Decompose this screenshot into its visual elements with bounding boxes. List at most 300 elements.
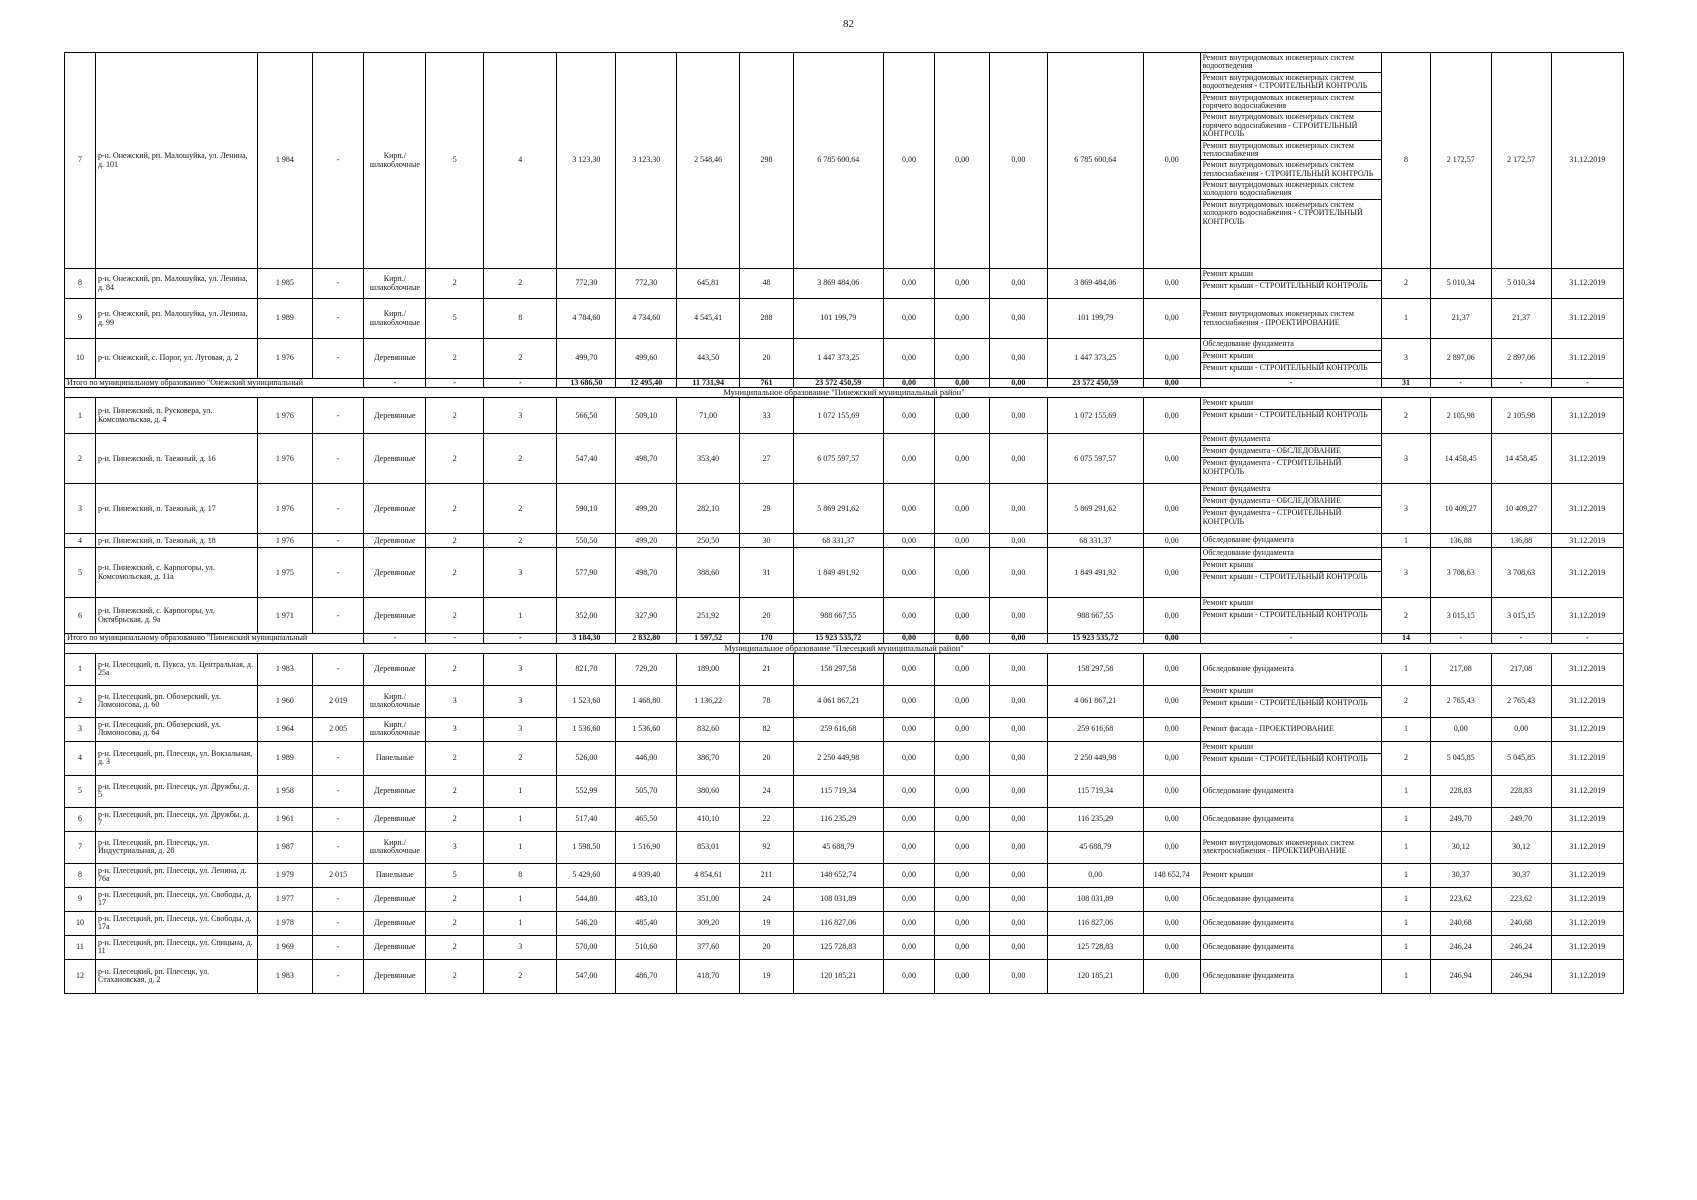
cell-floors: 2: [426, 398, 484, 434]
cell-qty: 3: [1382, 548, 1431, 598]
work-item: Ремонт крыши: [1201, 269, 1382, 281]
cell-address: р-н. Пинежский, с. Карпогоры, ул. Комсомольская, д. 11а: [95, 548, 257, 598]
cell-address: р-н. Плесецкий, рп. Плесецк, ул. Свободы, д. 17а: [95, 911, 257, 935]
cell-area-total: 544,80: [557, 887, 616, 911]
cell-works: [1200, 887, 1382, 911]
cell-year-rep: -: [312, 831, 364, 863]
cell-date: 31.12.2019: [1551, 339, 1623, 379]
cell-date: 31.12.2019: [1551, 398, 1623, 434]
cell-max-cost: 2 172,57: [1491, 53, 1551, 269]
cell-max-cost: 5 045,85: [1491, 741, 1551, 775]
cell-area-res: 309,20: [677, 911, 740, 935]
cell-cost-total: 988 667,55: [793, 598, 883, 634]
cell-owners: 3 869 484,06: [1047, 269, 1143, 299]
total-f4: 0,00: [1143, 379, 1200, 388]
cell-owners: 116 235,29: [1047, 807, 1143, 831]
cell-date: 31.12.2019: [1551, 53, 1623, 269]
cell-works: [1200, 598, 1382, 634]
cell-f1: 0,00: [883, 717, 935, 741]
table-row: [65, 598, 1624, 634]
cell-entrances: 2: [484, 269, 557, 299]
cell-people: 48: [740, 269, 794, 299]
cell-material: Деревянные: [364, 534, 426, 548]
cell-address: р-н. Пинежский, п. Таежный, д. 18: [95, 534, 257, 548]
cell-owners: 1 849 491,92: [1047, 548, 1143, 598]
cell-owners: 115 719,34: [1047, 775, 1143, 807]
cell-year: 1 983: [258, 959, 313, 993]
cell-material: Деревянные: [364, 911, 426, 935]
cell-works: [1200, 484, 1382, 534]
cell-f2: 0,00: [935, 598, 990, 634]
work-item: Обследование фундамента: [1201, 548, 1382, 560]
cell-address: р-н. Плесецкий, рп. Обозерский, ул. Ломоносова, д. 60: [95, 685, 257, 717]
cell-area-total: 570,00: [557, 935, 616, 959]
cell-f2: 0,00: [935, 887, 990, 911]
cell-owners: 1 072 155,69: [1047, 398, 1143, 434]
cell-unit-cost: 14 458,45: [1430, 434, 1491, 484]
cell-works: [1200, 741, 1382, 775]
total-max-cost: -: [1491, 634, 1551, 643]
cell-f1: 0,00: [883, 741, 935, 775]
cell-owners: 158 297,58: [1047, 653, 1143, 685]
cell-area-res: 1 136,22: [677, 685, 740, 717]
total-c1: -: [364, 379, 426, 388]
cell-f3: 0,00: [989, 53, 1047, 269]
cell-area-total: 547,40: [557, 434, 616, 484]
cell-area-total: 4 784,60: [557, 299, 616, 339]
cell-year-rep: 2 015: [312, 863, 364, 887]
table-body: [65, 53, 1624, 994]
cell-qty: 1: [1382, 807, 1431, 831]
cell-date: 31.12.2019: [1551, 741, 1623, 775]
cell-f2: 0,00: [935, 269, 990, 299]
cell-area-total: 1 598,50: [557, 831, 616, 863]
total-row: [65, 379, 1624, 388]
cell-area-res: 353,40: [677, 434, 740, 484]
cell-year: 1 978: [258, 911, 313, 935]
cell-n: 4: [65, 741, 96, 775]
cell-max-cost: 246,94: [1491, 959, 1551, 993]
work-item: Ремонт крыши - СТРОИТЕЛЬНЫЙ КОНТРОЛЬ: [1202, 753, 1368, 763]
cell-f3: 0,00: [989, 685, 1047, 717]
total-date: -: [1551, 634, 1623, 643]
cell-date: 31.12.2019: [1551, 959, 1623, 993]
cell-area-all: 1 536,60: [616, 717, 677, 741]
cell-material: Деревянные: [364, 887, 426, 911]
cell-qty: 3: [1382, 484, 1431, 534]
cell-area-res: 410,10: [677, 807, 740, 831]
table-row: [65, 887, 1624, 911]
cell-owners: 68 331,37: [1047, 534, 1143, 548]
cell-floors: 5: [426, 299, 484, 339]
cell-f4: 0,00: [1143, 534, 1200, 548]
cell-f2: 0,00: [935, 398, 990, 434]
cell-material: Кирп./ шлакоблочные: [364, 831, 426, 863]
cell-area-all: 772,30: [616, 269, 677, 299]
cell-date: 31.12.2019: [1551, 548, 1623, 598]
cell-year: 1 964: [258, 717, 313, 741]
cell-address: р-н. Плесецкий, п. Пукса, ул. Центральная, д. 25а: [95, 653, 257, 685]
cell-floors: 2: [426, 807, 484, 831]
cell-owners: 1 447 373,25: [1047, 339, 1143, 379]
cell-f2: 0,00: [935, 685, 990, 717]
table-row: [65, 398, 1624, 434]
table-row: [65, 653, 1624, 685]
cell-works: [1200, 863, 1382, 887]
total-area-res: 1 597,52: [677, 634, 740, 643]
cell-f2: 0,00: [935, 741, 990, 775]
cell-material: Кирп./ шлакоблочные: [364, 299, 426, 339]
cell-material: Деревянные: [364, 548, 426, 598]
cell-address: р-н. Плесецкий, рп. Плесецк, ул. Стахановская, д. 2: [95, 959, 257, 993]
cell-f4: 0,00: [1143, 339, 1200, 379]
work-item: Обследование фундамента: [1202, 663, 1294, 673]
cell-area-all: 1 516,90: [616, 831, 677, 863]
cell-date: 31.12.2019: [1551, 911, 1623, 935]
cell-material: Деревянные: [364, 935, 426, 959]
cell-area-all: 485,40: [616, 911, 677, 935]
cell-year-rep: -: [312, 534, 364, 548]
cell-owners: 2 250 449,98: [1047, 741, 1143, 775]
cell-f2: 0,00: [935, 831, 990, 863]
cell-area-res: 388,60: [677, 548, 740, 598]
cell-area-res: 351,00: [677, 887, 740, 911]
cell-floors: 2: [426, 775, 484, 807]
cell-unit-cost: 10 409,27: [1430, 484, 1491, 534]
cell-year-rep: -: [312, 484, 364, 534]
cell-qty: 2: [1382, 398, 1431, 434]
work-item: Ремонт внутридомовых инженерных систем теплоснабжения - ПРОЕКТИРОВАНИЕ: [1202, 309, 1354, 327]
cell-works: [1200, 685, 1382, 717]
cell-f3: 0,00: [989, 717, 1047, 741]
work-item: Ремонт фундамента - СТРОИТЕЛЬНЫЙ КОНТРОЛЬ: [1202, 508, 1342, 526]
cell-f1: 0,00: [883, 484, 935, 534]
work-item: Ремонт крыши: [1201, 560, 1382, 572]
cell-year: 1 989: [258, 299, 313, 339]
cell-area-total: 577,90: [557, 548, 616, 598]
cell-area-res: 250,50: [677, 534, 740, 548]
cell-qty: 1: [1382, 653, 1431, 685]
total-f3: 0,00: [989, 379, 1047, 388]
cell-floors: 2: [426, 887, 484, 911]
cell-area-total: 566,50: [557, 398, 616, 434]
cell-date: 31.12.2019: [1551, 434, 1623, 484]
cell-max-cost: 3 015,15: [1491, 598, 1551, 634]
cell-area-res: 2 548,46: [677, 53, 740, 269]
cell-f3: 0,00: [989, 831, 1047, 863]
cell-area-all: 498,70: [616, 434, 677, 484]
cell-material: Деревянные: [364, 598, 426, 634]
cell-area-all: 499,60: [616, 339, 677, 379]
cell-people: 20: [740, 935, 794, 959]
cell-address: р-н. Онежский, рп. Малошуйка, ул. Ленина, д. 99: [95, 299, 257, 339]
total-qty: 14: [1382, 634, 1431, 643]
cell-f4: 0,00: [1143, 959, 1200, 993]
cell-f4: 0,00: [1143, 807, 1200, 831]
cell-unit-cost: 2 897,06: [1430, 339, 1491, 379]
cell-n: 12: [65, 959, 96, 993]
cell-unit-cost: 136,88: [1430, 534, 1491, 548]
cell-f4: 0,00: [1143, 53, 1200, 269]
total-cost-total: 23 572 450,59: [793, 379, 883, 388]
cell-year: 1 960: [258, 685, 313, 717]
section-header-row: [65, 643, 1624, 653]
cell-unit-cost: 3 708,63: [1430, 548, 1491, 598]
cell-f4: 0,00: [1143, 398, 1200, 434]
cell-material: Кирп./ шлакоблочные: [364, 717, 426, 741]
cell-address: р-н. Плесецкий, рп. Обозерский, ул. Ломоносова, д. 64: [95, 717, 257, 741]
cell-area-res: 4 854,61: [677, 863, 740, 887]
cell-owners: 0,00: [1047, 863, 1143, 887]
cell-address: р-н. Пинежский, п. Русковера, ул. Комсомольская, д. 4: [95, 398, 257, 434]
cell-f3: 0,00: [989, 741, 1047, 775]
cell-year-rep: -: [312, 269, 364, 299]
total-f4: 0,00: [1143, 634, 1200, 643]
total-owners: 23 572 450,59: [1047, 379, 1143, 388]
cell-address: р-н. Плесецкий, рп. Плесецк, ул. Свободы, д. 17: [95, 887, 257, 911]
cell-f1: 0,00: [883, 434, 935, 484]
cell-date: 31.12.2019: [1551, 775, 1623, 807]
cell-address: р-н. Онежский, рп. Малошуйка, ул. Ленина, д. 84: [95, 269, 257, 299]
cell-qty: 3: [1382, 339, 1431, 379]
cell-year: 1 976: [258, 398, 313, 434]
work-item: Обследование фундамента: [1201, 339, 1382, 351]
cell-n: 6: [65, 807, 96, 831]
work-item: Обследование фундамента: [1202, 941, 1294, 951]
cell-f3: 0,00: [989, 548, 1047, 598]
cell-area-res: 386,70: [677, 741, 740, 775]
cell-n: 1: [65, 653, 96, 685]
cell-n: 3: [65, 717, 96, 741]
work-item: Ремонт внутридомовых инженерных систем холодного водоснабжения - СТРОИТЕЛЬНЫЙ КОНТРОЛЬ: [1202, 199, 1363, 226]
cell-f4: 0,00: [1143, 484, 1200, 534]
cell-people: 22: [740, 807, 794, 831]
section-title: Муниципальное образование "Плесецкий муниципальный район": [65, 643, 1624, 653]
cell-cost-total: 2 250 449,98: [793, 741, 883, 775]
cell-unit-cost: 2 105,98: [1430, 398, 1491, 434]
cell-unit-cost: 5 010,34: [1430, 269, 1491, 299]
cell-unit-cost: 223,62: [1430, 887, 1491, 911]
cell-area-all: 510,60: [616, 935, 677, 959]
cell-f4: 0,00: [1143, 269, 1200, 299]
work-item: Ремонт фундамента - ОБСЛЕДОВАНИЕ: [1201, 496, 1382, 508]
cell-area-all: 1 468,80: [616, 685, 677, 717]
cell-entrances: 4: [484, 53, 557, 269]
cell-f4: 0,00: [1143, 685, 1200, 717]
cell-floors: 2: [426, 653, 484, 685]
cell-f2: 0,00: [935, 339, 990, 379]
cell-owners: 988 667,55: [1047, 598, 1143, 634]
cell-f2: 0,00: [935, 935, 990, 959]
cell-people: 24: [740, 887, 794, 911]
work-item: Ремонт внутридомовых инженерных систем водоотведения: [1201, 53, 1382, 73]
cell-material: Деревянные: [364, 959, 426, 993]
cell-year: 1 971: [258, 598, 313, 634]
table-row: [65, 299, 1624, 339]
cell-n: 8: [65, 863, 96, 887]
table-row: [65, 685, 1624, 717]
cell-works: [1200, 831, 1382, 863]
cell-area-total: 1 536,60: [557, 717, 616, 741]
cell-cost-total: 4 061 867,21: [793, 685, 883, 717]
cell-n: 10: [65, 339, 96, 379]
table-row: [65, 741, 1624, 775]
total-area-all: 12 495,40: [616, 379, 677, 388]
cell-f4: 148 652,74: [1143, 863, 1200, 887]
cell-area-all: 509,10: [616, 398, 677, 434]
cell-people: 78: [740, 685, 794, 717]
cell-max-cost: 5 010,34: [1491, 269, 1551, 299]
cell-entrances: 2: [484, 484, 557, 534]
total-area-res: 11 731,94: [677, 379, 740, 388]
cell-address: р-н. Плесецкий, рп. Плесецк, ул. Спицына, д. 11: [95, 935, 257, 959]
cell-entrances: 8: [484, 863, 557, 887]
cell-f3: 0,00: [989, 339, 1047, 379]
cell-year: 1 987: [258, 831, 313, 863]
cell-qty: 1: [1382, 911, 1431, 935]
cell-date: 31.12.2019: [1551, 598, 1623, 634]
cell-f2: 0,00: [935, 959, 990, 993]
cell-area-res: 380,60: [677, 775, 740, 807]
cell-floors: 2: [426, 548, 484, 598]
cell-entrances: 2: [484, 339, 557, 379]
cell-unit-cost: 246,94: [1430, 959, 1491, 993]
cell-area-total: 552,99: [557, 775, 616, 807]
cell-date: 31.12.2019: [1551, 484, 1623, 534]
cell-n: 5: [65, 548, 96, 598]
cell-n: 4: [65, 534, 96, 548]
total-people: 761: [740, 379, 794, 388]
cell-cost-total: 115 719,34: [793, 775, 883, 807]
table-row: [65, 269, 1624, 299]
total-people: 170: [740, 634, 794, 643]
cell-entrances: 3: [484, 685, 557, 717]
cell-cost-total: 120 185,21: [793, 959, 883, 993]
cell-people: 33: [740, 398, 794, 434]
cell-material: Панельные: [364, 863, 426, 887]
cell-f4: 0,00: [1143, 299, 1200, 339]
cell-year-rep: 2 005: [312, 717, 364, 741]
cell-works: [1200, 339, 1382, 379]
cell-f3: 0,00: [989, 534, 1047, 548]
total-max-cost: -: [1491, 379, 1551, 388]
cell-max-cost: 30,37: [1491, 863, 1551, 887]
cell-qty: 1: [1382, 717, 1431, 741]
total-works: -: [1200, 634, 1382, 643]
cell-n: 9: [65, 299, 96, 339]
cell-area-res: 251,92: [677, 598, 740, 634]
cell-year-rep: -: [312, 398, 364, 434]
cell-year: 1 976: [258, 484, 313, 534]
total-owners: 15 923 535,72: [1047, 634, 1143, 643]
cell-entrances: 3: [484, 653, 557, 685]
cell-f4: 0,00: [1143, 653, 1200, 685]
cell-cost-total: 108 031,89: [793, 887, 883, 911]
cell-owners: 45 688,79: [1047, 831, 1143, 863]
cell-material: Деревянные: [364, 339, 426, 379]
cell-f2: 0,00: [935, 299, 990, 339]
cell-area-all: 499,20: [616, 534, 677, 548]
cell-f1: 0,00: [883, 911, 935, 935]
cell-cost-total: 68 331,37: [793, 534, 883, 548]
cell-f1: 0,00: [883, 831, 935, 863]
cell-unit-cost: 217,08: [1430, 653, 1491, 685]
cell-year: 1 977: [258, 887, 313, 911]
table-row: [65, 53, 1624, 269]
cell-floors: 2: [426, 935, 484, 959]
cell-year: 1 969: [258, 935, 313, 959]
cell-max-cost: 0,00: [1491, 717, 1551, 741]
cell-date: 31.12.2019: [1551, 831, 1623, 863]
cell-f2: 0,00: [935, 717, 990, 741]
cell-area-all: 327,90: [616, 598, 677, 634]
cell-owners: 108 031,89: [1047, 887, 1143, 911]
cell-entrances: 2: [484, 534, 557, 548]
cell-year: 1 983: [258, 653, 313, 685]
cell-n: 6: [65, 598, 96, 634]
cell-f4: 0,00: [1143, 598, 1200, 634]
work-item: Ремонт фундамента: [1201, 434, 1382, 446]
table-row: [65, 434, 1624, 484]
total-unit-cost: -: [1430, 379, 1491, 388]
work-item: Обследование фундамента: [1202, 970, 1294, 980]
cell-year: 1 984: [258, 53, 313, 269]
cell-year-rep: -: [312, 775, 364, 807]
cell-f2: 0,00: [935, 863, 990, 887]
total-f1: 0,00: [883, 379, 935, 388]
cell-year-rep: -: [312, 807, 364, 831]
cell-address: р-н. Онежский, с. Порог, ул. Луговая, д. 2: [95, 339, 257, 379]
cell-works: [1200, 935, 1382, 959]
cell-f4: 0,00: [1143, 935, 1200, 959]
cell-max-cost: 240,68: [1491, 911, 1551, 935]
cell-qty: 1: [1382, 534, 1431, 548]
cell-cost-total: 259 616,68: [793, 717, 883, 741]
cell-area-total: 550,50: [557, 534, 616, 548]
cell-qty: 1: [1382, 935, 1431, 959]
cell-area-all: 729,20: [616, 653, 677, 685]
work-item: Ремонт внутридомовых инженерных систем теплоснабжения: [1201, 141, 1382, 161]
cell-area-all: 465,50: [616, 807, 677, 831]
cell-max-cost: 2 105,98: [1491, 398, 1551, 434]
cell-qty: 3: [1382, 434, 1431, 484]
work-item: Ремонт крыши: [1201, 598, 1382, 610]
cell-unit-cost: 30,12: [1430, 831, 1491, 863]
cell-f1: 0,00: [883, 269, 935, 299]
cell-area-total: 772,30: [557, 269, 616, 299]
cell-entrances: 1: [484, 911, 557, 935]
cell-year-rep: -: [312, 935, 364, 959]
cell-people: 20: [740, 598, 794, 634]
cell-cost-total: 1 072 155,69: [793, 398, 883, 434]
cell-address: р-н. Плесецкий, рп. Плесецк, ул. Индустриальная, д. 28: [95, 831, 257, 863]
cell-unit-cost: 3 015,15: [1430, 598, 1491, 634]
cell-cost-total: 148 652,74: [793, 863, 883, 887]
cell-people: 29: [740, 484, 794, 534]
cell-address: р-н. Плесецкий, рп. Плесецк, ул. Дружбы, д. 7: [95, 807, 257, 831]
cell-area-total: 5 429,60: [557, 863, 616, 887]
cell-floors: 3: [426, 685, 484, 717]
table-row: [65, 775, 1624, 807]
cell-area-total: 517,40: [557, 807, 616, 831]
cell-entrances: 1: [484, 887, 557, 911]
cell-year-rep: -: [312, 741, 364, 775]
cell-people: 27: [740, 434, 794, 484]
cell-date: 31.12.2019: [1551, 653, 1623, 685]
cell-works: [1200, 911, 1382, 935]
cell-owners: 6 075 597,57: [1047, 434, 1143, 484]
total-date: -: [1551, 379, 1623, 388]
